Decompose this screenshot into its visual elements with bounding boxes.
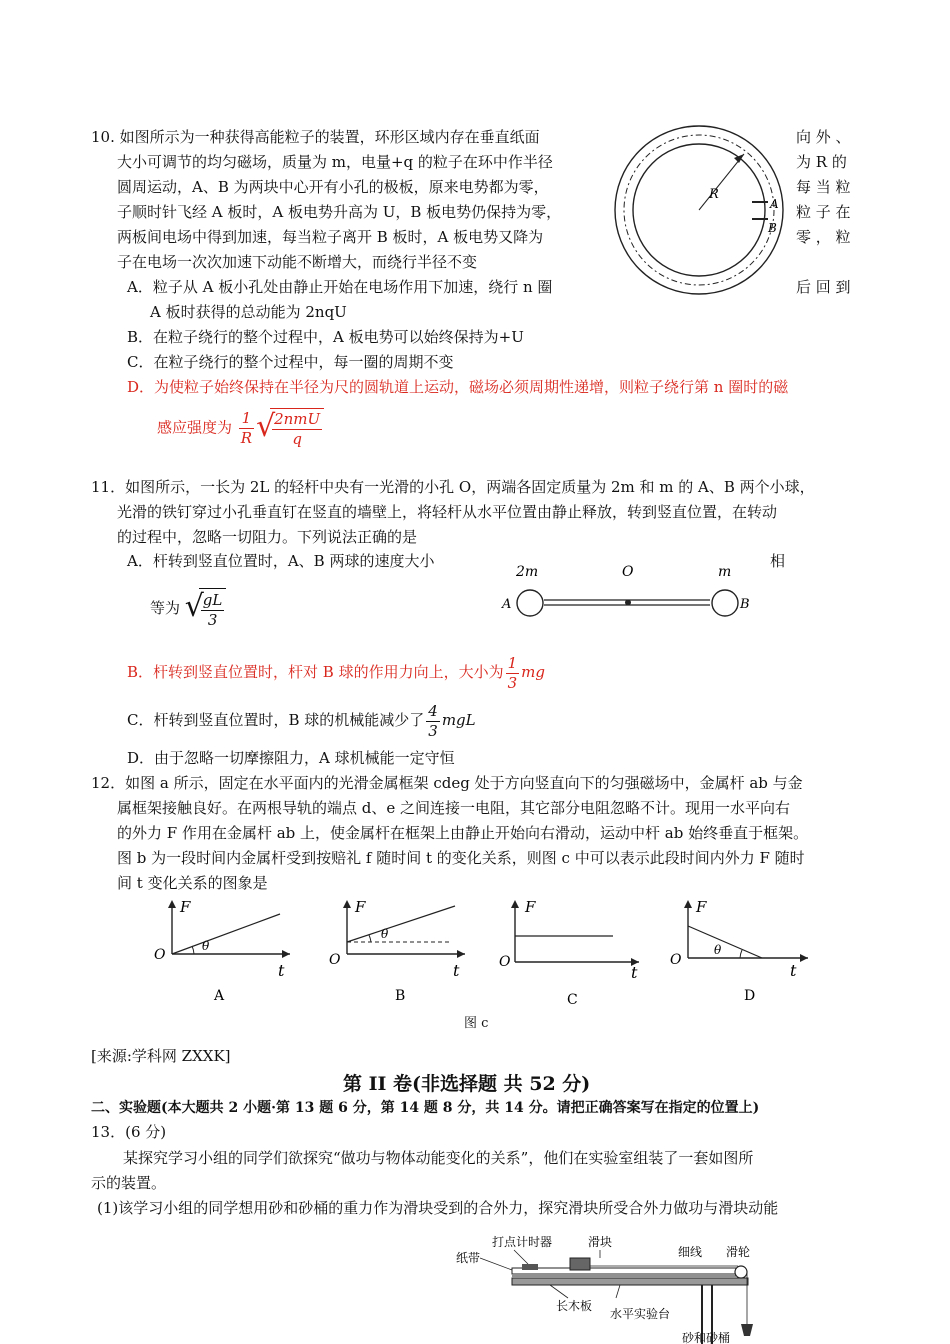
q10-label-a: A <box>770 197 779 211</box>
q11-c-frac-den: 3 <box>428 721 438 740</box>
q13-label-slider: 滑块 <box>588 1235 613 1249</box>
q11-option-a-2: 等为 √ $\frac{gL}{3}$ <box>150 588 226 630</box>
q12-b-theta: θ <box>381 927 389 941</box>
q11-option-b <box>127 652 545 693</box>
q13-paragraph-1: 某探究学习小组的同学们欲探究“做功与物体动能变化的关系”，他们在实验室组装了一套如图所 <box>123 1149 754 1167</box>
q12-b-t: t <box>453 961 460 980</box>
q12-graph-d <box>668 896 818 1006</box>
q10-right-1: 向 外 、 <box>796 128 851 146</box>
q10-option-a-1: A．粒子从 A 板小孔处由静止开始在电场作用下加速，绕行 n 圈 <box>127 278 553 296</box>
q12-d-theta: θ <box>714 943 722 957</box>
q12-b-label: B <box>395 988 406 1004</box>
q10-right-5: 零 ， 粒 <box>796 228 851 246</box>
q10-option-d-label: 感应强度为 <box>157 418 233 437</box>
q12-a-t: t <box>278 961 285 980</box>
q11-label-m: m <box>718 564 732 580</box>
q12-a-label: A <box>214 988 225 1004</box>
source-note: [来源:学科网 ZXXK] <box>91 1047 231 1065</box>
q11-label-o: O <box>622 564 634 580</box>
q10-label-r: R <box>709 187 719 202</box>
q11-option-b-text: B．杆转到竖直位置时，杆对 B 球的作用力向上，大小为 <box>127 663 504 681</box>
q13-label-timer: 打点计时器 <box>492 1235 553 1249</box>
section2-heading: 二、实验题(本大题共 2 小题·第 13 题 6 分，第 14 题 8 分，共 14 分。请把正确答案写在指定的位置上) <box>91 1100 760 1116</box>
q12-graph-c <box>497 896 647 1006</box>
q11-option-c <box>127 700 476 741</box>
q11-b-frac-den: 3 <box>507 673 518 692</box>
q11-option-c-text: C．杆转到竖直位置时，B 球的机械能减少了 <box>127 711 425 729</box>
q11-label-2m: 2m <box>516 564 539 580</box>
q10-d-frac-num: 1 <box>239 409 254 429</box>
q10-option-a-right: 后 回 到 <box>796 278 851 296</box>
q12-d-o: O <box>670 952 682 968</box>
q10-right-4: 粒 子 在 <box>796 203 851 221</box>
q12-line-4: 图 b 为一段时间内金属杆受到按赔礼 f 随时间 t 的变化关系，则图 c 中可以表示此段时间内外力 F 随时 <box>117 849 805 867</box>
part2-title: 第 II 卷(非选择题 共 52 分) <box>343 1073 591 1095</box>
q10-line-4: 子顺时针飞经 A 板时，A 板电势升高为 U，B 板电势仍保持为零， <box>117 203 562 221</box>
q11-label-b: B <box>740 597 750 612</box>
q11-c-frac-num: 4 <box>428 701 438 720</box>
q13-label-pulley: 滑轮 <box>726 1245 751 1259</box>
q12-d-t: t <box>790 961 797 980</box>
q13-label-board: 长木板 <box>556 1299 593 1313</box>
q11-line-1: 11．如图所示，一长为 2L 的轻杆中央有一光滑的小孔 O，两端各固定质量为 2m 和 m 的 A、B 两个小球， <box>91 478 815 496</box>
q13-label-tape: 纸带 <box>456 1251 481 1265</box>
q13-paragraph-2: 示的装置。 <box>91 1174 167 1192</box>
q12-a-f: F <box>180 898 191 916</box>
q10-option-b: B．在粒子绕行的整个过程中，A 板电势可以始终保持为+U <box>127 328 524 346</box>
q11-b-frac-num: 1 <box>507 653 518 672</box>
q12-line-1: 12．如图 a 所示，固定在水平面内的光滑金属框架 cdeg 处于方向竖直向下的匀强磁场中，金属杆 ab 与金 <box>91 774 803 792</box>
q12-line-2: 属框架接触良好。在两根导轨的端点 d、e 之间连接一电阻，其它部分电阻忽略不计。现用一水平向右 <box>117 799 791 817</box>
q13-paragraph-3: (1)该学习小组的同学想用砂和砂桶的重力作为滑块受到的合外力，探究滑块所受合外力做功与滑块动能 <box>97 1199 779 1217</box>
q10-option-d-2: 感应强度为 $\frac{1}{R}$ √ $\frac{\text{2nmU}}{q}$ <box>157 408 324 449</box>
q12-line-5: 间 t 变化关系的图象是 <box>117 874 268 892</box>
q12-graph-b <box>325 896 475 1006</box>
q11-option-a-1: A．杆转到竖直位置时，A、B 两球的速度大小 <box>127 552 435 570</box>
q10-label-b: B <box>768 221 777 235</box>
q10-option-a-2: A 板时获得的总动能为 2nqU <box>150 303 347 321</box>
q12-graph-a <box>150 896 300 1006</box>
q13-head: 13．(6 分) <box>91 1123 167 1141</box>
q12-b-o: O <box>329 952 341 968</box>
q10-right-3: 每 当 粒 <box>796 178 851 196</box>
q11-label-a: A <box>502 597 512 612</box>
q13-label-string: 细线 <box>678 1245 703 1259</box>
q10-d-frac-den: R <box>240 428 253 447</box>
q10-option-d-1: D．为使粒子始终保持在半径为尺的圆轨道上运动，磁场必须周期性递增，则粒子绕行第 n 圈时的磁 <box>127 378 789 396</box>
q13-label-bucket: 砂和砂桶 <box>682 1331 731 1344</box>
q10-line-6: 子在电场一次次加速下动能不断增大，而绕行半径不变 <box>117 253 478 271</box>
q11-a-sqrt-den: 3 <box>207 610 218 629</box>
q11-rod-figure <box>496 556 766 626</box>
q10-right-2: 为 R 的 <box>796 153 847 171</box>
q12-c-o: O <box>499 954 511 970</box>
q11-option-d: D．由于忽略一切摩擦阻力，A 球机械能一定守恒 <box>127 749 455 767</box>
q10-option-c: C．在粒子绕行的整个过程中，每一圈的周期不变 <box>127 353 454 371</box>
q12-line-3: 的外力 F 作用在金属杆 ab 上，使金属杆在框架上由静止开始向右滑动，运动中杆 ab 始终垂直于框架。 <box>117 824 809 842</box>
q12-a-theta: θ <box>202 939 210 953</box>
q11-option-a-label: 等为 <box>150 599 181 617</box>
q10-line-1: 10. 如图所示为一种获得高能粒子的装置，环形区域内存在垂直纸面 <box>91 128 540 146</box>
q12-d-label: D <box>744 988 756 1004</box>
q12-a-o: O <box>154 947 166 963</box>
q11-c-tail: mgL <box>441 711 476 729</box>
q12-caption: 图 c <box>464 1016 489 1031</box>
q10-line-2: 大小可调节的均匀磁场，质量为 m，电量+q 的粒子在环中作半径 <box>117 153 553 171</box>
q12-c-t: t <box>631 963 638 982</box>
q13-label-table: 水平实验台 <box>610 1307 671 1321</box>
q12-c-label: C <box>567 992 578 1006</box>
q11-option-a-right: 相 <box>770 552 786 570</box>
q10-d-sqrt-num: 2nmU <box>274 409 321 428</box>
q11-line-2: 光滑的铁钉穿过小孔垂直钉在竖直的墙壁上，将轻杆从水平位置由静止释放，转到竖直位置，在转动 <box>117 503 778 521</box>
q13-apparatus-figure <box>450 1226 780 1344</box>
q11-line-3: 的过程中，忽略一切阻力。下列说法正确的是 <box>117 528 418 546</box>
q11-b-tail: mg <box>521 663 545 681</box>
q12-d-f: F <box>696 898 707 916</box>
q12-c-f: F <box>525 898 536 916</box>
q10-ring-figure <box>612 122 788 298</box>
q11-a-sqrt-num: gL <box>202 590 223 609</box>
q12-b-f: F <box>355 898 366 916</box>
q10-line-3: 圆周运动，A、B 为两块中心开有小孔的极板，原来电势都为零， <box>117 178 549 196</box>
q10-line-5: 两板间电场中得到加速，每当粒子离开 B 板时，A 板电势又降为 <box>117 228 544 246</box>
q10-d-sqrt-den: q <box>292 429 302 448</box>
